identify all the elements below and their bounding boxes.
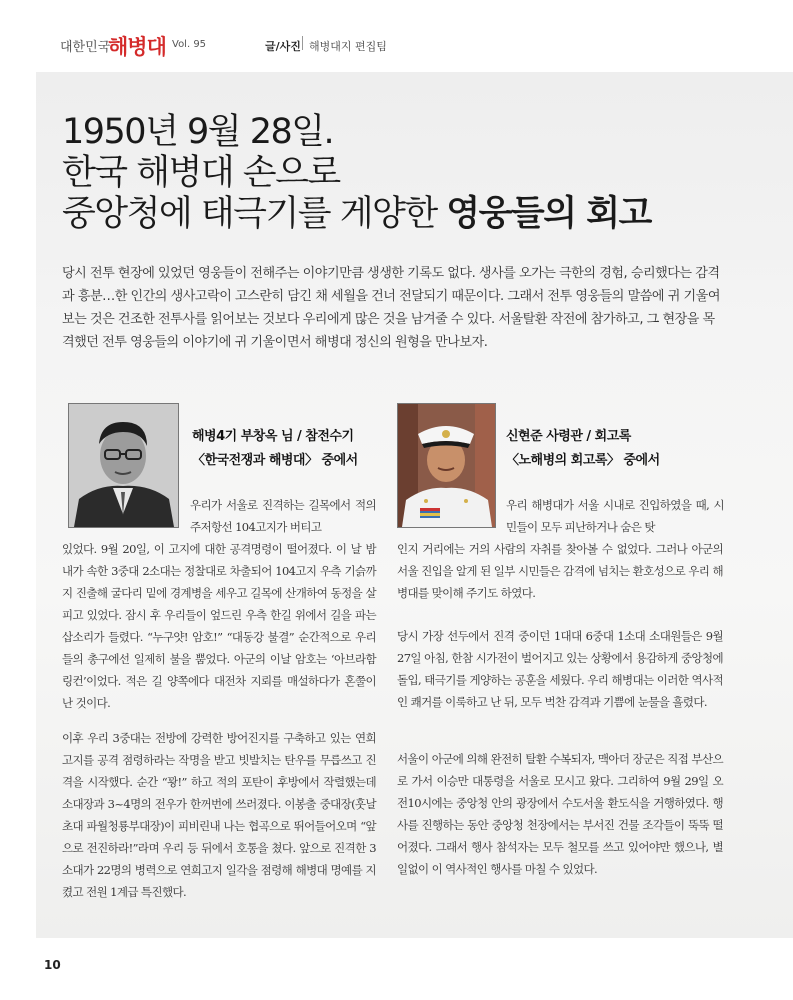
left-paragraph-1-intro [190, 494, 376, 538]
right-paragraph-1-intro [506, 494, 724, 538]
right-caption-author: 신현준 사령관 / 회고록 [506, 429, 631, 444]
left-caption [192, 425, 358, 473]
portrait-bu-changok [68, 403, 179, 528]
right-paragraph-1 [397, 538, 723, 604]
left-p1-text: 있었다. 9월 20일, 이 고지에 대한 공격명령이 떨어졌다. 이 날 밤 내가 속한 3중대 2소대는 정찰대로 차출되어 104고지 우측 기슭까지 진출해 굴다리 밑에 경계병을 세우고 길목에 산개하여 동정을 살피고 있었다. 잠시 후 우리들이 엎드린 우측 한길 위에서 길을 파는 삽소리가 들렸다. “누구얏! 암호!” “대동강 불결” 순간적으로 우리들의 총구에선 일제히 불을 뿜었다. 아군의 이날 암호는 ‘아브라함 링컨’이었다. 적은 길 양쪽에다 대전차 지뢰를 매설하다가 혼쭐이 난 것이다. [62, 542, 376, 710]
right-paragraph-3 [397, 748, 723, 880]
left-p2-text: 이후 우리 3중대는 전방에 강력한 방어진지를 구축하고 있는 연희고지를 공격 점령하라는 작명을 받고 빗발치는 탄우를 무릅쓰고 진격을 시작했다. 순간 “꽝!” 하고 적의 포탄이 후방에서 작렬했는데 소대장과 3~4명의 전우가 한꺼번에 쓰러졌다. 이봉출 중대장(훗날 초대 파월청룡부대장)이 피비린내 나는 협곡으로 뛰어들어오며 “앞으로 전진하라!”라며 우리 등 뒤에서 호통을 쳤다. 앞으로 진격한 3소대가 22명의 병력으로 연희고지 일각을 점령해 해병대 명예를 지켰고 전원 1계급 특진했다. [62, 731, 376, 899]
title-line-3 [62, 194, 651, 235]
right-p3-text: 서울이 아군에 의해 완전히 탈환 수복되자, 맥아더 장군은 직접 부산으로 가서 이승만 대통령을 서울로 모시고 왔다. 그리하여 9월 29일 오전10시에는 중앙청 안의 광장에서 수도서울 환도식을 거행하였다. 행사를 진행하는 동안 중앙청 천장에서는 부서진 건물 조각들이 뚝뚝 떨어졌다. 그래서 행사 참석자는 모두 철모를 쓰고 있어야만 했으나, 별일없이 이 역사적인 행사를 마칠 수 있었다. [397, 752, 723, 876]
portrait-bu-changok-image [69, 404, 178, 527]
magazine-brand-highlight: 해병대 [108, 35, 166, 59]
left-caption-source: 〈한국전쟁과 해병대〉 중에서 [192, 453, 358, 468]
left-paragraph-1 [62, 538, 376, 714]
magazine-brand: 대한민국 [60, 40, 111, 55]
left-caption-author: 해병4기 부창옥 님 / 참전수기 [192, 429, 354, 444]
title-line-2: 한국 해병대 손으로 [62, 153, 340, 193]
portrait-shin-hyeonjun [397, 403, 496, 528]
portrait-shin-hyeonjun-image [398, 404, 495, 527]
article-title [62, 112, 651, 235]
title-line-1: 1950년 9월 28일. [62, 112, 334, 152]
right-p2-text: 당시 가장 선두에서 진격 중이던 1대대 6중대 1소대 소대원들은 9월 27일 아침, 한참 시가전이 벌어지고 있는 상황에서 용감하게 중앙청에 돌입, 태극기를 게양하는 공훈을 세웠다. 우리 해병대는 이러한 역사적인 쾌거를 이룩하고 난 뒤, 모두 벅찬 감격과 기쁨에 눈물을 흘렸다. [397, 629, 723, 709]
intro-text: 당시 전투 현장에 있었던 영웅들이 전해주는 이야기만큼 생생한 기록도 없다. 생사를 오가는 극한의 경험, 승리했다는 감격과 흥분…한 인간의 생사고락이 고스란히 담긴 채 세월을 건너 전달되기 때문이다. 그래서 전투 영웅들의 말씀에 귀 기울여 보는 것은 건조한 전투사를 읽어보는 것보다 우리에게 많은 것을 남겨줄 수 있다. 서울탈환 작전에 참가하고, 그 현장을 목격했던 전투 영웅들의 이야기에 귀 기울이면서 해병대 정신의 원형을 만나보자. [62, 266, 720, 350]
right-p1-text: 인지 거리에는 거의 사람의 자취를 찾아볼 수 없었다. 그러나 아군의 서울 진입을 알게 된 일부 시민들은 감격에 넘치는 환호성으로 우리 해병대를 맞이해 주기도 하였다. [397, 542, 723, 600]
right-paragraph-2 [397, 625, 723, 713]
right-p1-intro-text: 우리 해병대가 서울 시내로 진입하였을 때, 시민들이 모두 피난하거나 숨은 탓 [506, 498, 724, 534]
volume-number: Vol. 95 [172, 39, 207, 50]
left-paragraph-2 [62, 727, 376, 903]
credit-label: 글/사진 [265, 40, 301, 53]
right-caption [506, 425, 660, 473]
intro-paragraph [62, 262, 722, 354]
right-caption-source: 〈노해병의 회고록〉 중에서 [506, 453, 660, 468]
page-header [0, 0, 793, 72]
credit-value: 해병대지 편집팀 [309, 40, 387, 53]
title-line-3-prefix: 중앙청에 태극기를 게양한 [62, 194, 447, 234]
page-number: 10 [44, 958, 61, 972]
credit-divider [302, 36, 303, 50]
left-p1-intro-text: 우리가 서울로 진격하는 길목에서 적의 주저항선 104고지가 버티고 [190, 498, 376, 534]
title-line-3-bold: 영웅들의 회고 [446, 194, 651, 234]
